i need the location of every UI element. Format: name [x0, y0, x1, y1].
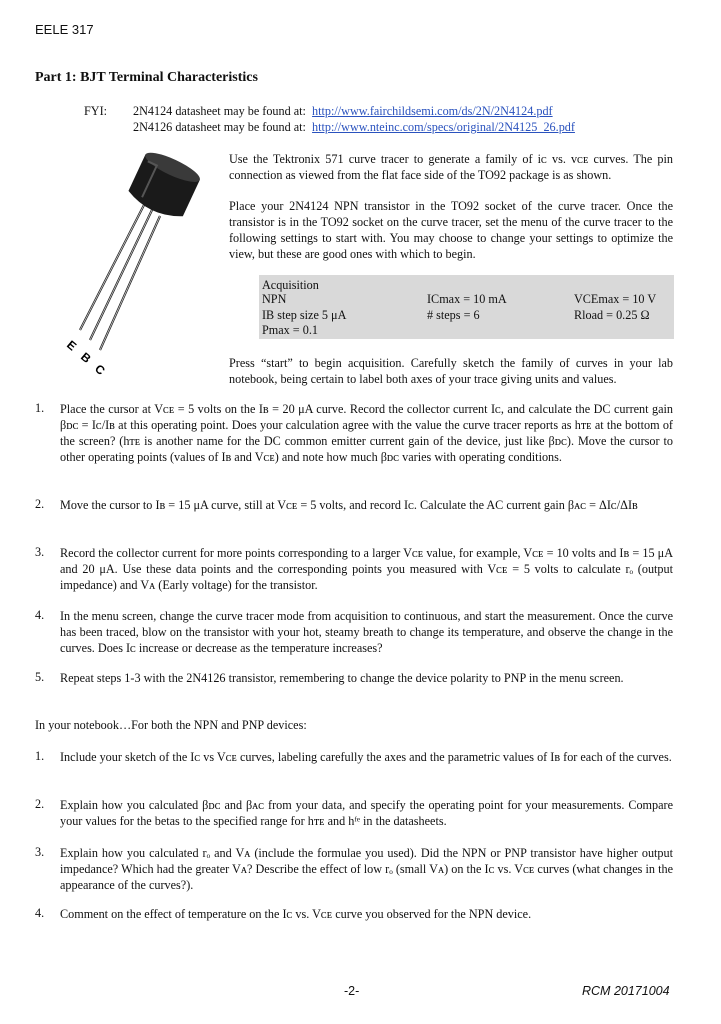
to92-body	[125, 150, 203, 223]
course-header: EELE 317	[35, 22, 94, 37]
step-1-text: Place the cursor at Vᴄᴇ = 5 volts on the Iʙ = 20 μA curve. Record the collector current Iᴄ, and calculate the DC current gain βᴅᴄ = Iᴄ/Iʙ at this operating point. Does your calculation agree with the value the curve tracer reports as hᴛᴇ at the bottom of the screen? (hᴛᴇ is another name for the DC common emitter current gain of the device, just like βᴅᴄ). Move the cursor to other operating points (values of Iʙ and Vᴄᴇ) and note how much βᴅᴄ varies with operating conditions.	[60, 402, 673, 464]
page-number: -2-	[344, 984, 360, 998]
revision-code: RCM 20171004	[582, 984, 670, 998]
acq-npn: NPN	[262, 292, 287, 306]
step-5-text: Repeat steps 1-3 with the 2N4126 transistor, remembering to change the device polarity to PNP in the menu screen.	[60, 671, 624, 685]
acq-ib-step: IB step size 5 μA	[262, 308, 347, 322]
transistor-leads	[80, 205, 160, 350]
intro-paragraph-2: Place your 2N4124 NPN transistor in the TO92 socket of the curve tracer. Once the transistor is in the TO92 socket on the curve tracer, set the menu of the curve tracer to the following settings to start with. You may choose to change your settings to optimize the view, but these are good ones with which to begin.	[229, 199, 673, 261]
notebook-item-number: 2.	[35, 797, 45, 811]
notebook-item-number: 4.	[35, 906, 45, 920]
fyi-row-2n4126	[133, 120, 575, 135]
fyi-text: 2N4126 datasheet may be found at:	[133, 120, 306, 134]
notebook-item-3: Explain how you calculated rₒ and Vᴀ (include the formulae you used). Did the NPN or PNP transistor have higher output impedance? Which had the greater Vᴀ? Describe the effect of low rₒ (small Vᴀ) on the Iᴄ vs. Vᴄᴇ curves (what changes in the appearance of the curves?).	[60, 846, 673, 892]
acq-vcemax: VCEmax = 10 V	[574, 292, 657, 306]
step-number: 3.	[35, 545, 45, 559]
notebook-item-1: Include your sketch of the Iᴄ vs Vᴄᴇ curves, labeling carefully the axes and the parametric values of Iʙ for each of the curves.	[60, 750, 672, 764]
part-title: Part 1: BJT Terminal Characteristics	[35, 70, 258, 85]
acquisition-settings-box	[259, 275, 674, 339]
pin-label-e: E	[64, 337, 80, 354]
acq-icmax: ICmax = 10 mA	[427, 292, 507, 306]
intro-paragraph-1: Use the Tektronix 571 curve tracer to generate a family of iᴄ vs. vᴄᴇ curves. The pin connection as viewed from the flat face side of the TO92 package is as shown.	[229, 152, 673, 182]
notebook-item-2: Explain how you calculated βᴅᴄ and βᴀᴄ from your data, and specify the operating point for your measurements. Compare your values for the betas to the specified range for hᴛᴇ and hᶠᵉ in the datasheets.	[60, 798, 673, 828]
to92-transistor-figure	[52, 150, 227, 380]
step-3-text: Record the collector current for more points corresponding to a larger Vᴄᴇ value, for example, Vᴄᴇ = 10 volts and Iʙ = 15 μA and 20 μA. Use these data points and the corresponding points you measured with Vᴄᴇ = 5 volts to calculate rₒ (output impedance) and Vᴀ (Early voltage) for the transistor.	[60, 546, 673, 592]
fyi-label: FYI:	[84, 104, 108, 118]
step-number: 2.	[35, 497, 45, 511]
datasheet-link-2n4124[interactable]: http://www.fairchildsemi.com/ds/2N/2N4124.pdf	[312, 104, 553, 118]
step-2-text: Move the cursor to Iʙ = 15 μA curve, still at Vᴄᴇ = 5 volts, and record Iᴄ. Calculate the AC current gain βᴀᴄ = ΔIᴄ/ΔIʙ	[60, 498, 638, 512]
fyi-row-2n4124	[133, 104, 553, 119]
notebook-item-number: 3.	[35, 845, 45, 859]
notebook-heading: In your notebook…For both the NPN and PNP devices:	[35, 718, 307, 732]
intro-paragraph-3: Press “start” to begin acquisition. Carefully sketch the family of curves in your lab notebook, being certain to label both axes of your trace giving units and values.	[229, 356, 673, 386]
acquisition-title: Acquisition	[262, 278, 319, 292]
pin-label-c: C	[92, 361, 108, 378]
notebook-item-number: 1.	[35, 749, 45, 763]
step-number: 1.	[35, 401, 45, 415]
step-number: 4.	[35, 608, 45, 622]
acq-rload: Rload = 0.25 Ω	[574, 308, 650, 322]
acq-pmax: Pmax = 0.1	[262, 323, 318, 337]
pin-label-b: B	[78, 349, 94, 366]
acq-steps: # steps = 6	[427, 308, 480, 322]
step-4-text: In the menu screen, change the curve tracer mode from acquisition to continuous, and start the measurement. Once the curve has been traced, blow on the transistor with your hot, steamy breath to change its temperature, and observe the change in the curves. Does Iᴄ increase or decrease as the temperature increases?	[60, 609, 673, 655]
notebook-item-4: Comment on the effect of temperature on the Iᴄ vs. Vᴄᴇ curve you observed for the NPN device.	[60, 907, 532, 921]
step-number: 5.	[35, 670, 45, 684]
fyi-text: 2N4124 datasheet may be found at:	[133, 104, 306, 118]
datasheet-link-2n4126[interactable]: http://www.nteinc.com/specs/original/2N4125_26.pdf	[312, 120, 575, 134]
